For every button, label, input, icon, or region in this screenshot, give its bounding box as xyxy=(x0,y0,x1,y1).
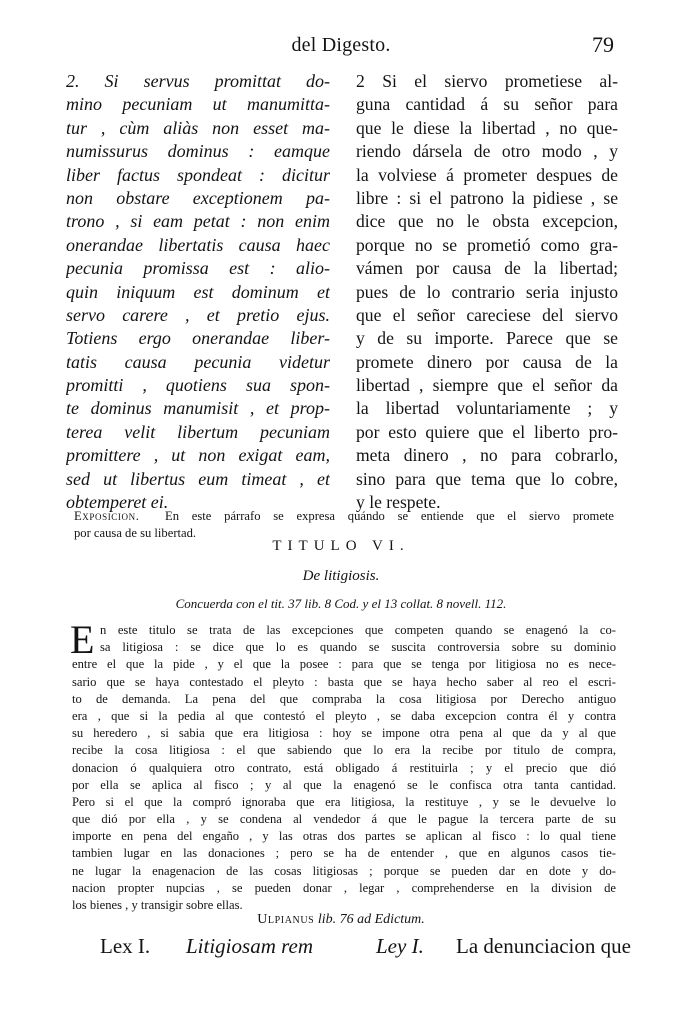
spanish-text-line: que le diese la libertad , no que- xyxy=(356,117,618,138)
commentary-paragraph xyxy=(70,617,616,914)
spanish-text-line: la volviese á prometer despues de xyxy=(356,164,618,185)
latin-text-line: Totiens ergo onerandae liber- xyxy=(66,328,330,349)
latin-text-line: pecunia promissa est : alio- xyxy=(66,258,330,279)
ley-label: Ley I. xyxy=(376,934,424,958)
running-head xyxy=(60,34,622,64)
exposicion-note xyxy=(74,508,614,542)
spanish-text-line: y de su importe. Parece que se xyxy=(356,328,618,349)
commentary-line: su heredero , si sabia que era litigiosa : hoy se impone otra pena al que da y al que xyxy=(72,726,616,741)
page-number: 79 xyxy=(592,32,614,57)
latin-text-line: quin iniquum est dominum et xyxy=(66,281,330,302)
commentary-line: nacion propter nupcias , se pueden donar , legar , comprehenderse en la division de xyxy=(72,880,616,895)
commentary-line: sa litigiosa : se dice que lo es quando se suscita controversia sobre su dominio xyxy=(100,640,616,655)
spanish-text-line: por esto quiere que el liberto pro- xyxy=(356,421,618,442)
latin-text-line: promitti , quotiens sua spon- xyxy=(66,375,330,396)
latin-text-line: promittere , ut non exigat eam, xyxy=(66,445,330,466)
latin-text-line: terea velit libertum pecuniam xyxy=(66,421,330,442)
spanish-text-line: riendo dársela de otro modo , y xyxy=(356,141,618,162)
ley-text: La denunciacion que xyxy=(456,934,631,958)
spanish-text-line: dice que no le obsta excepcion, xyxy=(356,211,618,232)
latin-text-line: sed ut libertus eum timeat , et xyxy=(66,468,330,489)
spanish-text-line: meta dinero , no para cobrarlo, xyxy=(356,445,618,466)
spanish-text-line: pues de lo contrario seria injusto xyxy=(356,281,618,302)
latin-text-line: tur , cùm aliàs non esset ma- xyxy=(66,117,330,138)
running-title: del Digesto. xyxy=(291,34,391,56)
source-attribution xyxy=(0,912,682,928)
commentary-line: que dió por ella , y se condena al vendedor á que le pague la tercera parte de su xyxy=(72,812,616,827)
concordance-note: Concuerda con el tit. 37 lib. 8 Cod. y el 13 collat. 8 novell. 112. xyxy=(175,596,507,611)
latin-text-line: te dominus manumisit , et prop- xyxy=(66,398,330,419)
title-subheading: De litigiosis. xyxy=(302,568,380,584)
latin-column xyxy=(66,70,330,514)
spanish-text-line: libre : si el patrono la pidiese , se xyxy=(356,187,618,208)
commentary-line: recibe la cosa litigiosa : el que sabiendo que lo era la recibe por titulo de compra, xyxy=(72,743,616,758)
commentary-line: Pero si el que la compró ignoraba que era litigiosa, la restituye , y se le devuelve lo xyxy=(72,794,616,809)
lex-text: Litigiosam rem xyxy=(186,934,313,958)
latin-text-line: numissurus dominus : eamque xyxy=(66,141,330,162)
source-work: lib. 76 ad Edictum. xyxy=(317,912,425,927)
exposicion-line xyxy=(74,508,614,525)
commentary-line: era , que si la pedia al que contestó el pleyto , se daba excepcion contra él y contra xyxy=(72,708,616,723)
latin-text-line: non obstare exceptionem pa- xyxy=(66,187,330,208)
latin-text-line: 2. Si servus promittat do- xyxy=(66,71,330,91)
drop-cap: E xyxy=(70,617,95,662)
source-author: Ulpianus xyxy=(257,912,315,927)
law-catchline xyxy=(100,934,631,964)
latin-text-line: mino pecuniam ut manumitta- xyxy=(66,94,330,115)
latin-text-line: obtemperet ei. xyxy=(66,492,169,513)
spanish-text-line: la libertad voluntariamente ; y xyxy=(356,398,618,419)
spanish-text-line: libertad , siempre que el señor da xyxy=(356,375,618,396)
parallel-text-columns xyxy=(66,70,618,513)
spanish-text-line: promete dinero por causa de la xyxy=(356,351,618,372)
commentary-line: tambien lugar en las donaciones ; pero se ha de entender , que en algunos casos tie- xyxy=(72,846,616,861)
spanish-text-line: guna cantidad á su señor para xyxy=(356,94,618,115)
exposicion-label: Exposicion. xyxy=(74,509,140,523)
spanish-text-line: sino para que tema que lo cobre, xyxy=(356,468,618,489)
commentary-line: ne lugar la enagenacion de las cosas litigiosas ; porque se pueden dar en dote y do- xyxy=(72,863,616,878)
commentary-line: to de demanda. La pena del que compraba la cosa litigiosa por Derecho antiguo xyxy=(72,691,616,706)
exposicion-line: por causa de su libertad. xyxy=(74,526,197,540)
spanish-text-line: y le respete. xyxy=(356,492,441,513)
commentary-line: por ella se aplica al fisco ; y al que la enagenó se le confisca otra tanta cantidad. xyxy=(72,777,616,792)
commentary-line: los bienes , y transigir sobre ellas. xyxy=(72,898,243,912)
commentary-line: sario que se haya contestado el pleyto : basta que se haya hecho saber al reo el escri- xyxy=(72,674,616,689)
spanish-text-line: 2 Si el siervo prometiese al- xyxy=(356,71,618,91)
spanish-column xyxy=(356,70,618,514)
spanish-text-line: vámen por causa de la libertad; xyxy=(356,258,618,279)
latin-text-line: servo carere , et pretio ejus. xyxy=(66,304,330,325)
latin-text-line: onerandae libertatis causa haec xyxy=(66,234,330,255)
lex-label: Lex I. xyxy=(100,934,151,958)
commentary-line: importe en pena del engaño , y las otras dos partes se aplican al fisco : lo qual tiene xyxy=(72,829,616,844)
latin-text-line: trono , si eam petat : non enim xyxy=(66,211,330,232)
spanish-text-line: que el señor careciese del siervo xyxy=(356,304,618,325)
commentary-line: donacion ó qualquiera otro contrato, está obligado á restituirla ; y el precio que dió xyxy=(72,760,616,775)
latin-text-line: liber factus spondeat : dicitur xyxy=(66,164,330,185)
commentary-line: n este titulo se trata de las excepciones que competen quando se enagenó la co- xyxy=(100,623,616,637)
exposicion-text: En este párrafo se expresa quándo se entiende que el siervo promete xyxy=(165,509,614,523)
spanish-text-line: porque no se prometió como gra- xyxy=(356,234,618,255)
title-heading: TITULO VI. xyxy=(272,538,410,554)
commentary-line: entre el que la pide , y el que la posee : para que se tenga por litigiosa no es nece- xyxy=(72,657,616,672)
latin-text-line: tatis causa pecunia videtur xyxy=(66,351,330,372)
